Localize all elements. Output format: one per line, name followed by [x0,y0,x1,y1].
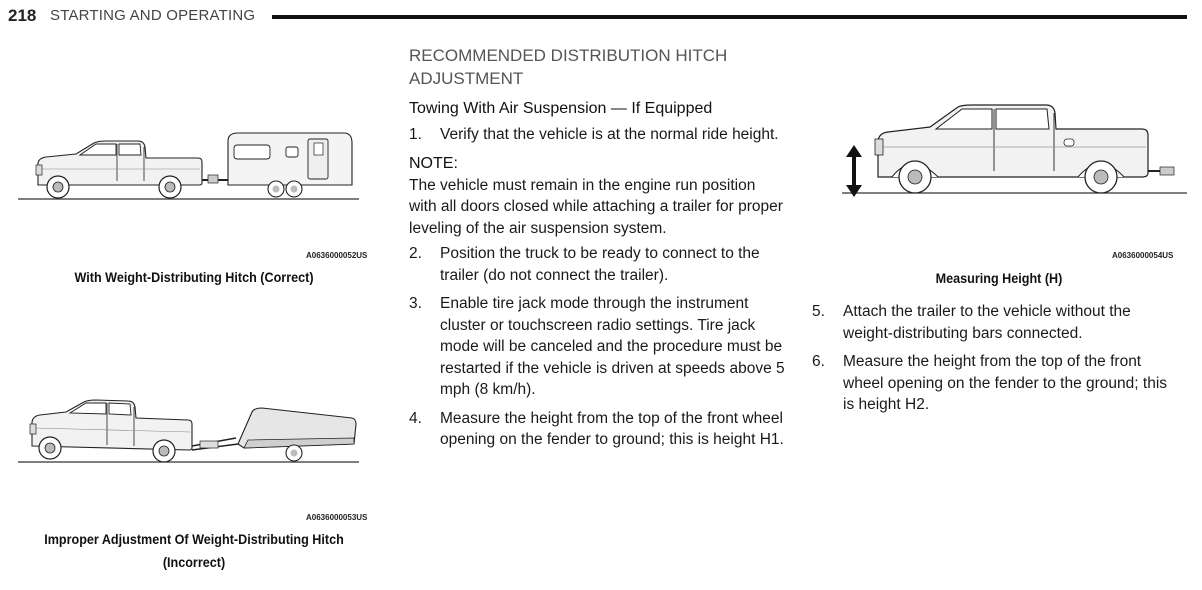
step-text: Verify that the vehicle is at the normal ride height. [440,126,779,143]
step-text: Position the truck to be ready to connect to the trailer (do not connect the trailer). [440,245,760,284]
step-number: 4. [409,409,422,427]
section-heading-line2: ADJUSTMENT [409,69,524,88]
figure-measuring-height [842,95,1187,205]
step-number: 5. [812,303,825,320]
note-text: The vehicle must remain in the engine run position with all doors closed while attaching a trailer for proper leveling of the air suspension system. [409,176,783,237]
figure-code-measuring: A0636000054US [1112,251,1174,260]
step-number: 3. [409,295,422,312]
step-number: 1. [409,126,422,143]
caption-incorrect-hitch [19,528,368,574]
section-heading [409,44,787,90]
step-text: Measure the height from the top of the front wheel opening on the fender to ground; this is height H1. [440,409,784,448]
subheading: Towing With Air Suspension — If Equipped [409,100,713,117]
caption-measuring-height: Measuring Height (H) [935,270,1063,286]
caption-correct-hitch: With Weight-Distributing Hitch (Correct) [74,269,314,285]
step-number: 6. [812,353,825,370]
figure-correct-hitch [16,125,361,205]
step-item [812,351,1182,416]
figure-code-incorrect: A0636000053US [306,513,368,522]
caption-incorrect-line1: Improper Adjustment Of Weight-Distributing Hitch [44,531,344,547]
step-item [812,301,1182,344]
right-column [812,40,1192,585]
header-rule [272,15,1187,19]
step-text: Enable tire jack mode through the instrument cluster or touchscreen radio settings. Tire jack mode will be canceled and the procedure must be restarted if the vehicle is driven at speeds above 5 mph (8 km/h). [440,295,785,398]
figure-code-correct: A0636000052US [306,251,368,260]
step-number: 2. [409,245,422,262]
steps-list-c [812,301,1182,423]
steps-list-a [409,124,787,146]
note-title: NOTE: [409,154,458,172]
caption-incorrect-line2: (Incorrect) [162,554,226,570]
step-item [409,243,787,286]
steps-list-b [409,243,787,451]
middle-column [409,40,787,458]
step-text: Measure the height from the top of the front wheel opening on the fender to the ground; this is height H2. [843,353,1168,413]
page-number: 218 [8,6,37,25]
left-column [0,40,390,585]
section-heading-line1: RECOMMENDED DISTRIBUTION HITCH [409,46,728,65]
step-item [409,124,787,146]
section-title: STARTING AND OPERATING [50,7,256,24]
figure-incorrect-hitch [16,392,361,472]
step-item [409,408,787,451]
step-item [409,293,787,401]
page-header [0,0,1202,32]
step-text: Attach the trailer to the vehicle without the weight-distributing bars connected. [843,303,1131,342]
